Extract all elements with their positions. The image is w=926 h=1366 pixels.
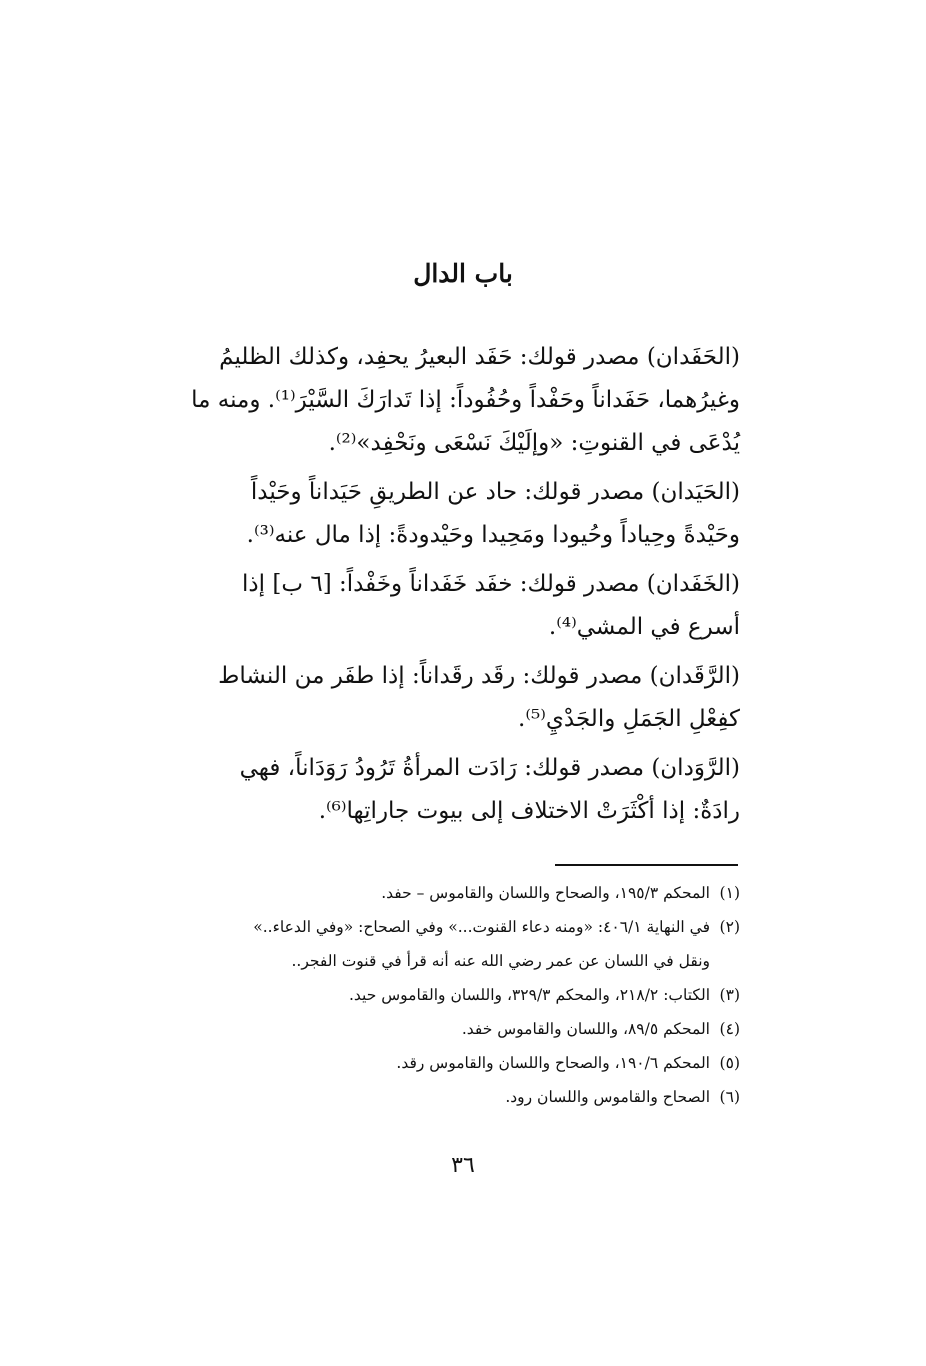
footnote-2 xyxy=(120,910,740,978)
entry-line: (الحَيَدان) مصدر قولك: حاد عن الطريقِ حَيَداناً وحَيْداً xyxy=(250,479,740,505)
footnote-1 xyxy=(120,876,740,910)
footnote-line: في النهاية ٤٠٦/١: «ومنه دعاء القنوت...» وفي الصحاح: «وفي الدعاء..» xyxy=(253,918,710,936)
footnote-line: المحكم ٨٩/٥، واللسان والقاموس خفد. xyxy=(461,1020,710,1038)
footnote-number: (٦) xyxy=(719,1088,740,1106)
footnote-line: ونقل في اللسان عن عمر رضي الله عنه أنه قرأ في قنوت الفجر.. xyxy=(291,952,710,970)
entry-line: رادَةٌ: إذا أكْثَرَتْ الاختلاف إلى بيوت جاراتِها⁽⁶⁾. xyxy=(318,798,740,824)
footnote-line: الكتاب: ٢١٨/٢، والمحكم ٣٢٩/٣، واللسان والقاموس حيد. xyxy=(348,986,710,1004)
entry-line: (الحَفَدان) مصدر قولك: حَفَد البعيرُ يحفِد، وكذلك الظليمُ xyxy=(219,344,740,370)
entry-line: أسرع في المشي⁽⁴⁾. xyxy=(548,614,740,640)
footnote-divider xyxy=(555,864,738,866)
entry-line: (الخَفَدان) مصدر قولك: خفَد خَفَداناً وخَفْداً: [٦ ب] إذا xyxy=(242,571,740,597)
footnote-text xyxy=(120,1080,710,1114)
entry-raqadan xyxy=(140,655,740,741)
footnote-3 xyxy=(120,978,740,1012)
footnote-number: (٣) xyxy=(719,986,740,1004)
footnote-text xyxy=(120,1012,710,1046)
entry-line: كفِعْلِ الجَمَلِ والجَدْيِ⁽⁵⁾. xyxy=(518,706,740,732)
entry-khafadan xyxy=(140,563,740,649)
footnote-line: الصحاح والقاموس واللسان رود. xyxy=(505,1088,710,1106)
entry-rawadan xyxy=(140,747,740,833)
footnotes xyxy=(120,876,740,1114)
chapter-title: باب الدال xyxy=(413,259,513,288)
footnote-number: (٤) xyxy=(719,1020,740,1038)
entry-line: وغيرُهما، حَفَداناً وحَفْداً وحُفُوداً: إذا تَدارَكَ السَّيْرَ⁽¹⁾. ومنه ما xyxy=(191,387,740,413)
footnote-number: (٥) xyxy=(719,1054,740,1072)
entry-line: يُدْعَى في القنوتِ: «وإلَيْكَ نَسْعَى ونَحْفِد»⁽²⁾. xyxy=(328,430,740,456)
footnote-text xyxy=(120,978,710,1012)
entry-line: (الرَّقَدان) مصدر قولك: رقَد رقَداناً: إذا طفَر من النشاط xyxy=(218,663,740,689)
footnote-text xyxy=(120,1046,710,1080)
footnote-5 xyxy=(120,1046,740,1080)
entry-hafadan xyxy=(140,336,740,465)
footnote-text xyxy=(120,876,710,910)
footnote-6 xyxy=(120,1080,740,1114)
footnote-line: المحكم ١٩٠/٦، والصحاح واللسان والقاموس رقد. xyxy=(396,1054,710,1072)
entry-hayadan xyxy=(140,471,740,557)
footnote-line: المحكم ١٩٥/٣، والصحاح واللسان والقاموس – حفد. xyxy=(381,884,710,902)
page-number: ٣٦ xyxy=(451,1153,475,1178)
footnote-4 xyxy=(120,1012,740,1046)
footnote-number: (١) xyxy=(719,884,740,902)
entry-line: (الرَّوَدان) مصدر قولك: رَادَت المرأةُ تَرُودُ رَوَدَاناً، فهي xyxy=(239,755,740,781)
footnote-text xyxy=(120,910,710,978)
footnote-number: (٢) xyxy=(719,918,740,936)
main-text xyxy=(140,336,740,839)
entry-line: وحَيْدةً وحِياداً وحُيودا ومَحِيدا وحَيْدودةً: إذا مال عنه⁽³⁾. xyxy=(246,522,740,548)
